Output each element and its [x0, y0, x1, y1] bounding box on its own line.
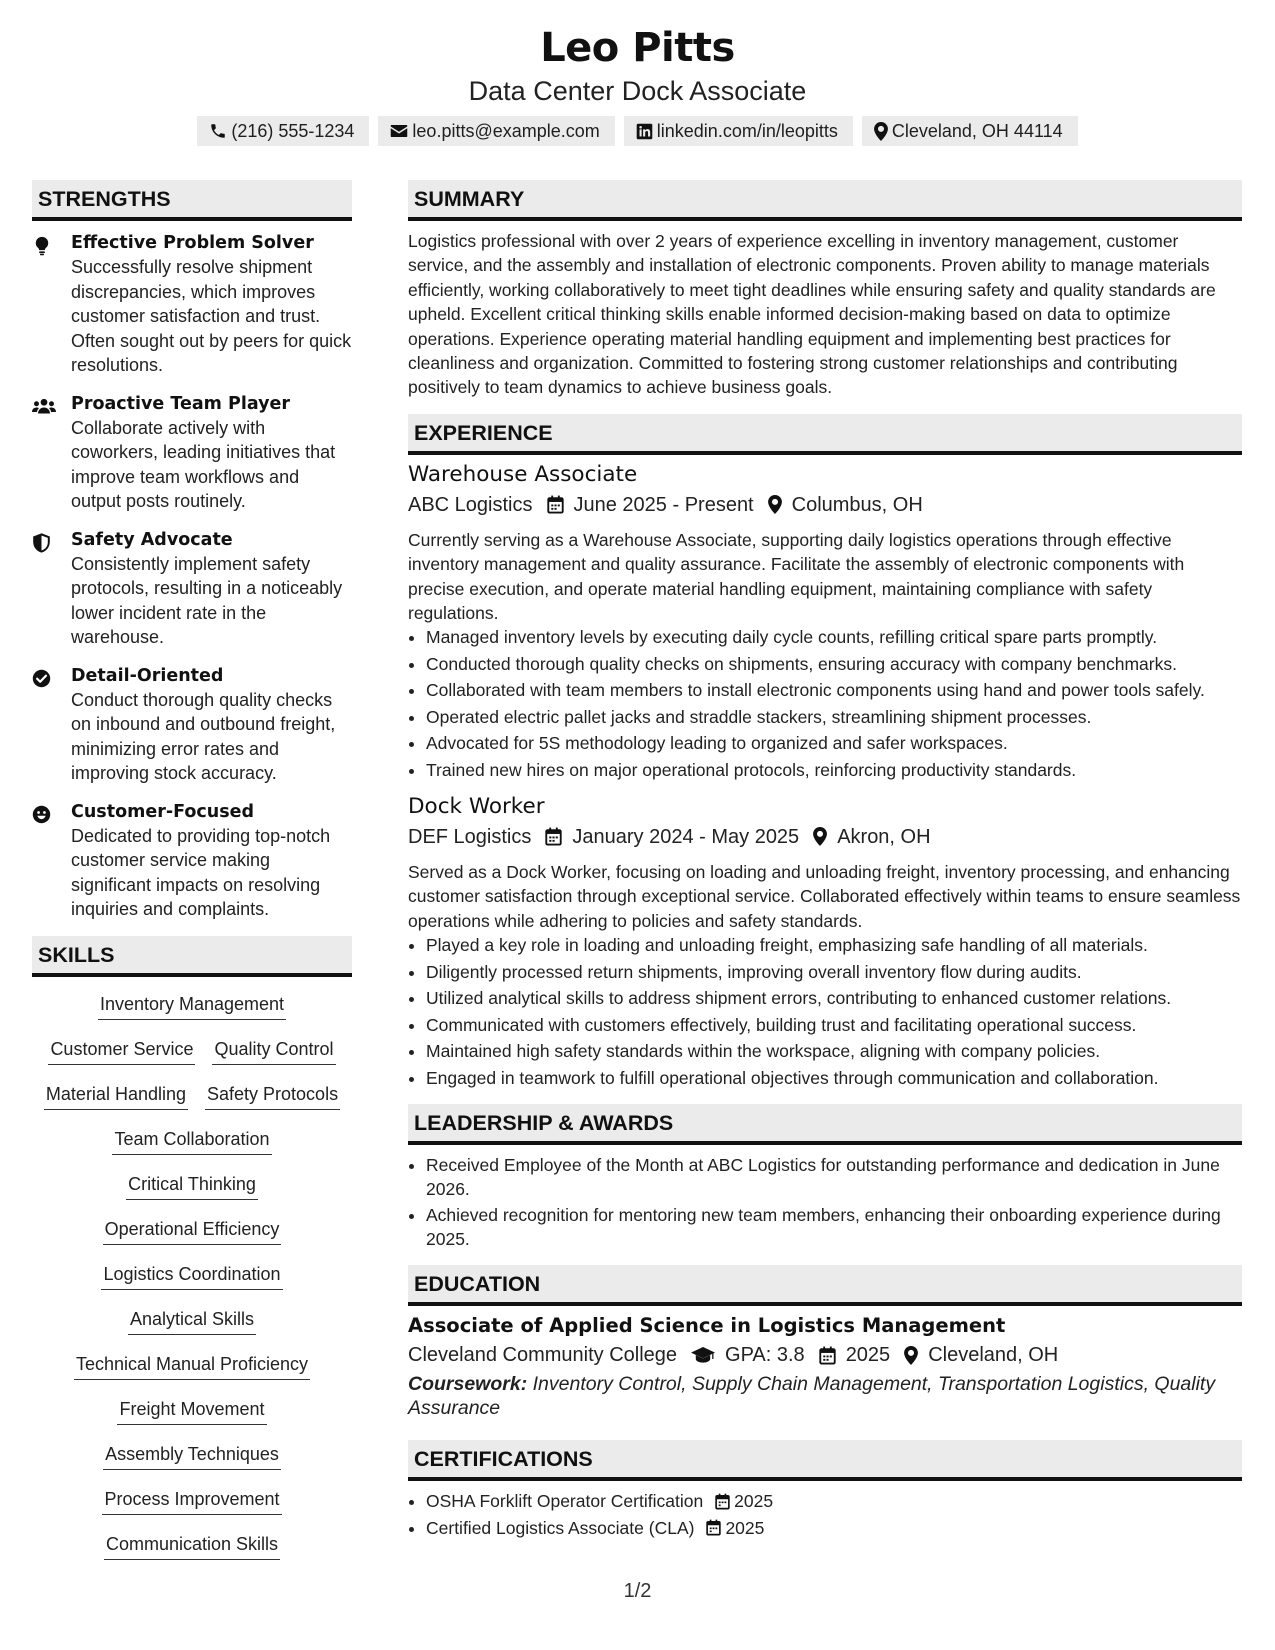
skill-tag: Critical Thinking — [126, 1172, 258, 1200]
skill-tag: Operational Efficiency — [103, 1217, 282, 1245]
contact-phone[interactable] — [197, 116, 369, 146]
bullet-item: • Advocated for 5S methodology leading to organized and safer workspaces. — [426, 731, 1242, 755]
job-title: Data Center Dock Associate — [468, 76, 807, 106]
calendar-icon — [715, 1493, 730, 1510]
strength-item — [32, 528, 352, 650]
bullet-item: • Maintained high safety standards within the workspace, aligning with company policies. — [426, 1039, 1242, 1063]
calendar-icon — [547, 495, 564, 514]
bullet-item: • Managed inventory levels by executing daily cycle counts, refilling critical spare parts promptly. — [426, 625, 1242, 649]
certifications-list — [408, 1489, 1242, 1540]
job-location: Columbus, OH — [791, 493, 923, 516]
skill-tag: Logistics Coordination — [101, 1262, 282, 1290]
certification-year: 2025 — [734, 1491, 774, 1512]
job-company: DEF Logistics — [408, 825, 532, 848]
smile-icon — [32, 805, 51, 824]
bullet-item: • Operated electric pallet jacks and straddle stackers, streamlining shipment processes. — [426, 705, 1242, 729]
right-column — [408, 180, 1242, 1542]
bullet-item: • Communicated with customers effectively, building trust and facilitating operational success. — [426, 1013, 1242, 1037]
email-text: leo.pitts@example.com — [412, 121, 600, 141]
strength-desc: Conduct thorough quality checks on inbound and outbound freight, minimizing error rates and improving stock accuracy. — [71, 689, 336, 783]
job-bullets — [408, 933, 1242, 1090]
job-entry — [408, 460, 1242, 782]
lightbulb-icon — [32, 236, 52, 256]
strength-desc: Successfully resolve shipment discrepancies, which improves customer satisfaction and trust. Often sought out by peers for quick resolutions. — [71, 257, 352, 375]
calendar-icon — [706, 1519, 721, 1536]
skills-heading: SKILLS — [32, 936, 352, 977]
resume-header — [0, 22, 1275, 146]
coursework-list: Inventory Control, Supply Chain Management, Transportation Logistics, Quality Assurance — [408, 1373, 1216, 1420]
shield-icon — [32, 533, 51, 553]
bullet-item: • Trained new hires on major operational protocols, reinforcing productivity standards. — [426, 758, 1242, 782]
check-circle-icon — [32, 669, 51, 688]
job-bullets — [408, 625, 1242, 782]
certification-item — [426, 1516, 1242, 1540]
contact-linkedin[interactable] — [624, 116, 853, 146]
map-pin-icon — [904, 1346, 918, 1365]
job-description: Served as a Dock Worker, focusing on loading and unloading freight, inventory processing, and enhancing customer satisfaction through exceptional service. Collaborated effectively within teams to ensure seamless operations while adhering to policies and safety standards. — [408, 861, 1241, 931]
bullet-item: • Diligently processed return shipments, improving overall inventory flow during audits. — [426, 960, 1242, 984]
map-pin-icon — [813, 827, 827, 846]
skills-list — [32, 977, 352, 1577]
location-text: Cleveland, OH 44114 — [891, 121, 1063, 141]
skill-tag: Material Handling — [44, 1082, 188, 1110]
bullet-item: • Engaged in teamwork to fulfill operational objectives through communication and collaboration. — [426, 1066, 1242, 1090]
skill-tag: Communication Skills — [104, 1532, 280, 1560]
strength-title: Detail-Oriented — [71, 665, 224, 686]
contact-location — [862, 116, 1078, 146]
job-position: Dock Worker — [408, 793, 545, 819]
linkedin-icon — [636, 123, 653, 140]
education-meta — [408, 1340, 1242, 1370]
leadership-bullets — [408, 1153, 1242, 1252]
summary-text: Logistics professional with over 2 years of experience excelling in inventory management, customer service, and the assembly and installation of electronic components. Proven ability to manage materials efficiently, working collaboratively to meet tight deadlines while ensuring safety and quality standards are upheld. Excellent critical thinking skills enable informed decision-making based on data to optimize operations. Experience operating material handling equipment and implementing best practices for cleanliness and organization. Committed to fostering strong customer relationships and contributing positively to team dynamics to achieve business goals. — [408, 231, 1216, 398]
left-column — [32, 180, 352, 1577]
strength-title: Effective Problem Solver — [71, 233, 314, 253]
strengths-list — [32, 221, 352, 922]
linkedin-text: linkedin.com/in/leopitts — [656, 121, 838, 141]
strength-item — [32, 231, 352, 378]
job-dates: June 2025 - Present — [573, 493, 754, 516]
certification-name: • OSHA Forklift Operator Certification — [426, 1491, 704, 1512]
gpa-text: GPA: 3.8 — [725, 1344, 805, 1367]
bullet-item: • Achieved recognition for mentoring new team members, enhancing their onboarding experience during 2025. — [426, 1203, 1242, 1251]
certification-name: • Certified Logistics Associate (CLA) — [426, 1517, 695, 1538]
job-entry — [408, 792, 1242, 1090]
bullet-item: • Utilized analytical skills to address shipment errors, contributing to enhanced customer relations. — [426, 986, 1242, 1010]
skill-tag: Technical Manual Proficiency — [74, 1352, 310, 1380]
contact-email[interactable] — [378, 116, 614, 146]
strength-desc: Consistently implement safety protocols, resulting in a noticeably lower incident rate in the warehouse. — [71, 553, 343, 647]
calendar-icon — [819, 1346, 836, 1365]
job-meta — [408, 490, 1242, 520]
school-name: Cleveland Community College — [408, 1344, 678, 1367]
experience-heading: EXPERIENCE — [408, 414, 1242, 455]
job-location: Akron, OH — [837, 825, 931, 848]
map-pin-icon — [874, 122, 888, 141]
skill-tag: Team Collaboration — [112, 1127, 271, 1155]
phone-text: (216) 555-1234 — [231, 121, 355, 141]
calendar-icon — [545, 827, 562, 846]
bullet-item: • Played a key role in loading and unloading freight, emphasizing safe handling of all materials. — [426, 933, 1242, 957]
strength-item — [32, 392, 352, 514]
strength-desc: Collaborate actively with coworkers, leading initiatives that improve team workflows and output posts routinely. — [71, 417, 336, 511]
degree-title: Associate of Applied Science in Logistics Management — [408, 1314, 1006, 1338]
strength-item — [32, 664, 352, 786]
strength-title: Proactive Team Player — [71, 393, 291, 414]
education-heading: EDUCATION — [408, 1265, 1242, 1306]
coursework — [408, 1372, 1242, 1420]
summary-heading: SUMMARY — [408, 180, 1242, 221]
skill-tag: Freight Movement — [117, 1397, 266, 1425]
strength-item — [32, 800, 352, 922]
bullet-item: • Collaborated with team members to install electronic components using hand and power tools safely. — [426, 678, 1242, 702]
job-meta — [408, 822, 1242, 852]
skill-tag: Analytical Skills — [128, 1307, 256, 1335]
job-dates: January 2024 - May 2025 — [572, 825, 800, 848]
strength-title: Safety Advocate — [71, 529, 233, 550]
skill-tag: Assembly Techniques — [103, 1442, 281, 1470]
skill-tag: Quality Control — [212, 1037, 335, 1065]
phone-icon — [209, 122, 227, 140]
strength-title: Customer-Focused — [71, 801, 255, 822]
certification-year: 2025 — [725, 1517, 765, 1538]
map-pin-icon — [768, 495, 782, 514]
strength-desc: Dedicated to providing top-notch customer service making significant impacts on resolving inquiries and complaints. — [71, 825, 331, 919]
certification-item — [426, 1489, 1242, 1513]
certifications-heading: CERTIFICATIONS — [408, 1440, 1242, 1481]
bullet-item: • Received Employee of the Month at ABC Logistics for outstanding performance and dedication in June 2026. — [426, 1153, 1242, 1201]
graduation-year: 2025 — [845, 1344, 891, 1367]
page-number: 1/2 — [623, 1580, 652, 1602]
skill-tag: Process Improvement — [102, 1487, 281, 1515]
graduation-cap-icon — [691, 1346, 715, 1364]
contact-bar — [0, 116, 1275, 146]
job-description: Currently serving as a Warehouse Associate, supporting daily logistics operations through effective inventory management and quality assurance. Facilitate the assembly of electronic components with precise execution, and operate material handling equipment, maintaining compliance with safety regulations. — [408, 529, 1185, 624]
job-position: Warehouse Associate — [408, 461, 638, 487]
skill-tag: Safety Protocols — [205, 1082, 340, 1110]
strengths-heading: STRENGTHS — [32, 180, 352, 221]
leadership-heading: LEADERSHIP & AWARDS — [408, 1104, 1242, 1145]
school-location: Cleveland, OH — [928, 1344, 1059, 1367]
users-icon — [32, 397, 56, 415]
coursework-label: Coursework: — [408, 1373, 528, 1396]
bullet-item: • Conducted thorough quality checks on shipments, ensuring accuracy with company benchmarks. — [426, 652, 1242, 676]
skill-tag: Inventory Management — [98, 992, 286, 1020]
candidate-name: Leo Pitts — [540, 25, 735, 71]
envelope-icon — [390, 123, 408, 139]
job-company: ABC Logistics — [408, 493, 533, 516]
skill-tag: Customer Service — [48, 1037, 195, 1065]
